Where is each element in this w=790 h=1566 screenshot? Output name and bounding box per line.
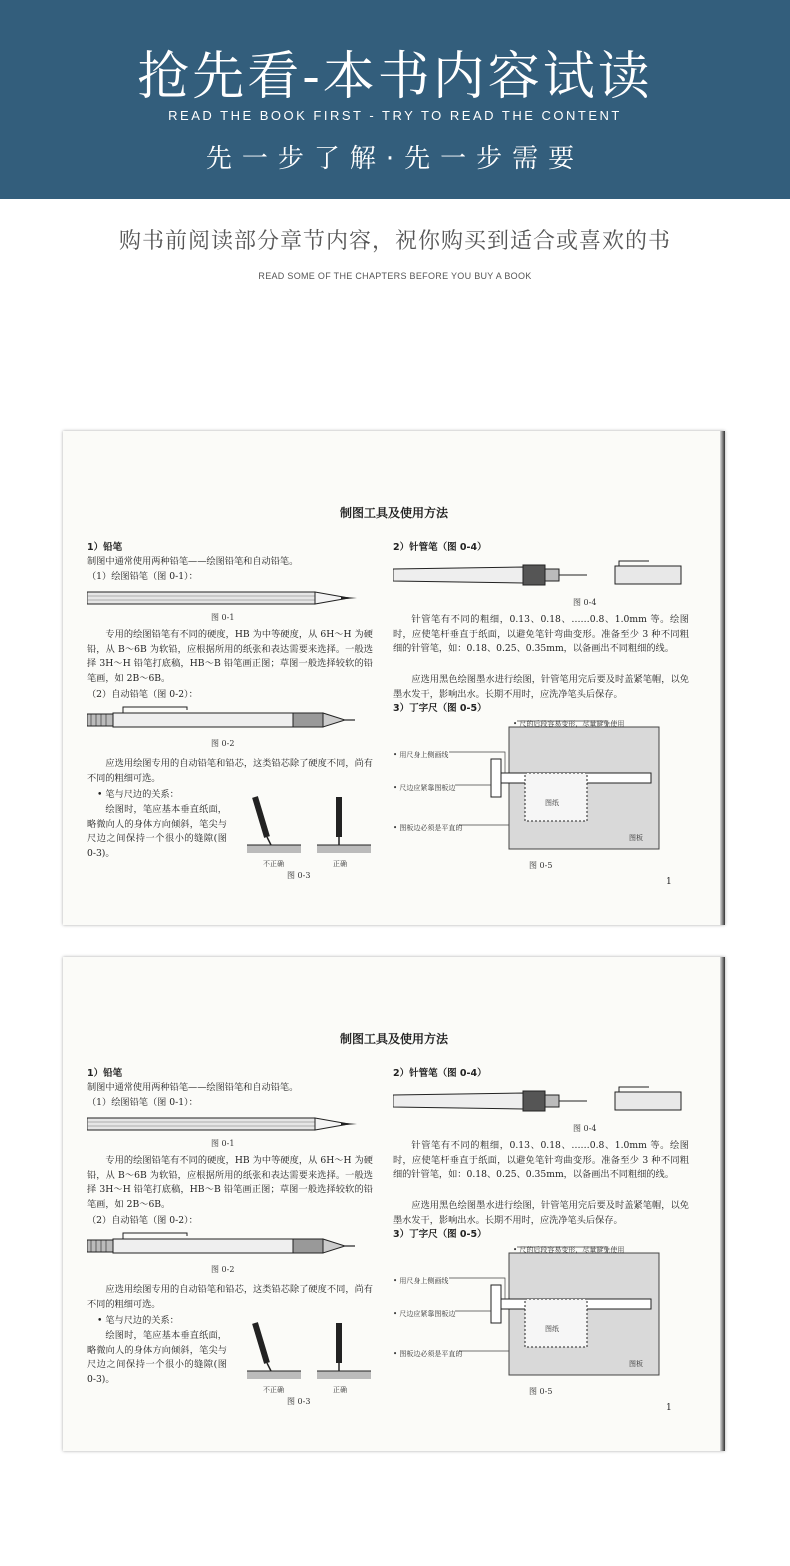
annotation: • 图板边必须是平直的 — [393, 1350, 463, 1358]
label-wrong: 不正确 — [263, 1386, 284, 1394]
banner-subtitle: READ THE BOOK FIRST - TRY TO READ THE CONTENT — [168, 108, 622, 123]
label-board: 图板 — [629, 834, 643, 842]
banner-title: 抢先看-本书内容试读 — [137, 47, 653, 107]
annotation: • 尺的后段容易变形，尽量避免使用 — [513, 720, 625, 728]
page-number: 1 — [666, 877, 672, 887]
label-board: 图板 — [629, 1360, 643, 1368]
section-heading-technical-pen: 2）针管笔（图 0-4） — [393, 1068, 487, 1079]
figure-caption: 图 0-3 — [287, 871, 311, 880]
figure-caption: 图 0-4 — [573, 598, 597, 607]
page-title: 制图工具及使用方法 — [339, 506, 448, 520]
mechanical-pencil-figure — [87, 705, 359, 731]
technical-pen-figure — [393, 1085, 689, 1115]
subheading: （1）绘图铅笔（图 0-1）： — [87, 571, 198, 582]
paragraph: 专用的绘图铅笔有不同的硬度，HB 为中等硬度，从 6H～H 为硬铅，从 B～6B 为软铅，应根据所用的纸张和表达需要来选择。一般选择 3H～H 铅笔打底稿，HB～B 铅笔画正图；草图一般选择较软的铅笔画，如 2B～6B。 — [87, 1155, 373, 1210]
paragraph: 绘图时，笔应基本垂直纸面，略微向人的身体方向倾斜，笔尖与尺边之间保持一个很小的缝隙(图0-3)。 — [87, 804, 227, 859]
paragraph: 制图中通常使用两种铅笔——绘图铅笔和自动铅笔。 — [87, 556, 299, 567]
annotation: • 图板边必须是平直的 — [393, 824, 463, 832]
intro-text: 购书前阅读部分章节内容，祝你购买到适合或喜欢的书 — [118, 229, 671, 254]
paragraph: 应选用黑色绘图墨水进行绘图，针管笔用完后要及时盖紧笔帽，以免墨水发干，影响出水。长期不用时，应洗净笔头后保存。 — [393, 1200, 689, 1226]
page-number: 1 — [666, 1403, 672, 1413]
book-page-scan — [63, 957, 725, 1451]
annotation: • 尺边应紧靠图板边 — [393, 784, 456, 792]
subheading: （1）绘图铅笔（图 0-1）： — [87, 1097, 198, 1108]
annotation: • 尺边应紧靠图板边 — [393, 1310, 456, 1318]
label-paper: 图纸 — [545, 799, 559, 807]
technical-pen-figure — [393, 559, 689, 589]
section-heading-pencil: 1）铅笔 — [87, 542, 123, 553]
label-wrong: 不正确 — [263, 860, 284, 868]
pencil-angle-figure — [227, 773, 373, 863]
paragraph: 制图中通常使用两种铅笔——绘图铅笔和自动铅笔。 — [87, 1082, 299, 1093]
paragraph: 专用的绘图铅笔有不同的硬度，HB 为中等硬度，从 6H～H 为硬铅，从 B～6B 为软铅，应根据所用的纸张和表达需要来选择。一般选择 3H～H 铅笔打底稿，HB～B 铅笔画正图；草图一般选择较软的铅笔画，如 2B～6B。 — [87, 629, 373, 684]
figure-caption: 图 0-4 — [573, 1124, 597, 1133]
section-heading-pencil: 1）铅笔 — [87, 1068, 123, 1079]
annotation: • 尺的后段容易变形，尽量避免使用 — [513, 1246, 625, 1254]
section-heading-t-square: 3）丁字尺（图 0-5） — [393, 703, 487, 714]
label-right: 正确 — [333, 860, 347, 868]
annotation: • 用尺身上侧画线 — [393, 751, 449, 759]
mechanical-pencil-figure — [87, 1231, 359, 1257]
label-paper: 图纸 — [545, 1325, 559, 1333]
paragraph: 应选用黑色绘图墨水进行绘图，针管笔用完后要及时盖紧笔帽，以免墨水发干，影响出水。长期不用时，应洗净笔头后保存。 — [393, 674, 689, 700]
figure-caption: 图 0-1 — [211, 1139, 235, 1148]
intro-english: READ SOME OF THE CHAPTERS BEFORE YOU BUY A BOOK — [258, 271, 532, 281]
figure-caption: 图 0-3 — [287, 1397, 311, 1406]
section-heading-t-square: 3）丁字尺（图 0-5） — [393, 1229, 487, 1240]
figure-caption: 图 0-2 — [211, 739, 235, 748]
drawing-pencil-figure — [87, 1113, 359, 1135]
figure-caption: 图 0-1 — [211, 613, 235, 622]
label-right: 正确 — [333, 1386, 347, 1394]
drawing-pencil-figure — [87, 587, 359, 609]
paragraph: 应选用绘图专用的自动铅笔和铅芯，这类铅芯除了硬度不同，尚有不同的粗细可选。 — [87, 1284, 373, 1310]
paragraph: 针管笔有不同的粗细，0.13、0.18、……0.8、1.0mm 等。绘图时，应使笔杆垂直于纸面，以避免笔针弯曲变形。准备至少 3 种不同粗细的针管笔，如：0.18、0.25、0.35mm，以备画出不同粗细的线。 — [393, 614, 689, 655]
subheading: （2）自动铅笔（图 0-2）： — [87, 1215, 198, 1226]
figure-caption: 图 0-2 — [211, 1265, 235, 1274]
page-title: 制图工具及使用方法 — [339, 1032, 448, 1046]
subheading: （2）自动铅笔（图 0-2）： — [87, 689, 198, 700]
paragraph: 针管笔有不同的粗细，0.13、0.18、……0.8、1.0mm 等。绘图时，应使笔杆垂直于纸面，以避免笔针弯曲变形。准备至少 3 种不同粗细的针管笔，如：0.18、0.25、0.35mm，以备画出不同粗细的线。 — [393, 1140, 689, 1181]
book-page-scan — [63, 431, 725, 925]
paragraph: 绘图时，笔应基本垂直纸面，略微向人的身体方向倾斜，笔尖与尺边之间保持一个很小的缝隙(图0-3)。 — [87, 1330, 227, 1385]
paragraph: 应选用绘图专用的自动铅笔和铅芯，这类铅芯除了硬度不同，尚有不同的粗细可选。 — [87, 758, 373, 784]
header-banner — [0, 0, 790, 199]
section-heading-technical-pen: 2）针管笔（图 0-4） — [393, 542, 487, 553]
figure-caption: 图 0-5 — [529, 1387, 553, 1396]
annotation: • 用尺身上侧画线 — [393, 1277, 449, 1285]
banner-tagline: 先一步了解·先一步需要 — [205, 144, 585, 174]
bullet-item: • 笔与尺边的关系： — [97, 1315, 179, 1326]
bullet-item: • 笔与尺边的关系： — [97, 789, 179, 800]
pencil-angle-figure — [227, 1299, 373, 1389]
figure-caption: 图 0-5 — [529, 861, 553, 870]
